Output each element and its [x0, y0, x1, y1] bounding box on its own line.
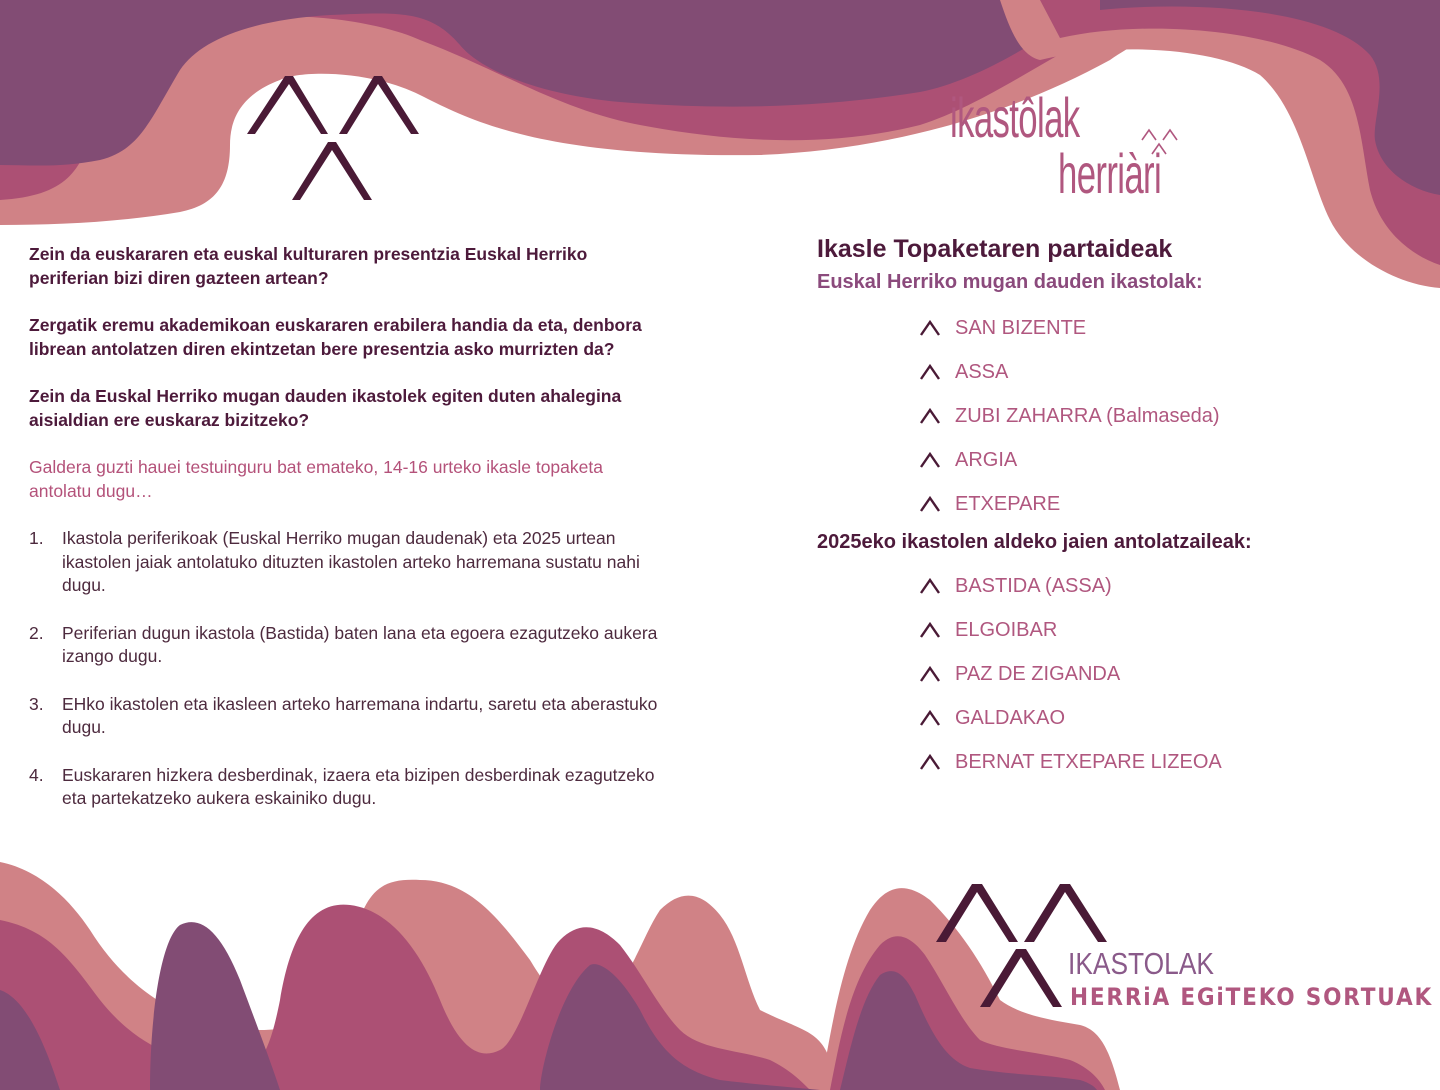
- brand-tagline: HERRiA EGiTEKO SORTUAK: [1070, 983, 1434, 1011]
- logo-caret-2: [1024, 884, 1107, 942]
- school-name: BERNAT ETXEPARE LIZEOA: [955, 750, 1222, 773]
- list-item: [919, 564, 1377, 608]
- goal-text: EHko ikastolen eta ikasleen arteko harremana indartu, saretu eta aberastuko dugu.: [62, 693, 658, 737]
- logo-word-ikastolak: ikastôlak: [950, 86, 1080, 149]
- school-name: PAZ DE ZIGANDA: [955, 662, 1121, 685]
- goal-item: [29, 764, 669, 811]
- goal-item: [29, 527, 669, 598]
- school-name: ZUBI ZAHARRA (Balmaseda): [955, 404, 1220, 427]
- school-name: ARGIA: [955, 448, 1018, 471]
- list-item: [919, 438, 1377, 482]
- school-name: ASSA: [955, 360, 1009, 383]
- organizers-list: [817, 564, 1377, 784]
- caret-up-icon: [919, 666, 941, 682]
- border-schools-heading: Euskal Herriko mugan dauden ikastolak:: [817, 271, 1203, 293]
- list-item: [919, 350, 1377, 394]
- goal-number: 1.: [29, 528, 44, 548]
- list-item: [919, 608, 1377, 652]
- logo-caret-1: [936, 884, 1018, 942]
- question-1: Zein da euskararen eta euskal kulturaren presentzia Euskal Herriko periferian bizi diren gazteen artean?: [29, 244, 588, 288]
- organizers-heading: 2025eko ikastolen aldeko jaien antolatzaileak:: [817, 531, 1252, 553]
- top-left-logo-mark: [247, 76, 419, 200]
- brand-ikastolak: IKASTOLAK: [1068, 946, 1214, 981]
- goal-text: Ikastola periferikoak (Euskal Herriko mugan daudenak) eta 2025 urtean ikastolen jaiak antolatuko dituzten ikastolen arteko harremana sustatu nahi dugu.: [62, 528, 640, 595]
- list-item: [919, 482, 1377, 526]
- goal-number: 2.: [29, 622, 44, 643]
- list-item: [919, 306, 1377, 350]
- caret-up-icon: [919, 364, 941, 380]
- caret-up-icon: [919, 710, 941, 726]
- goals-list: [29, 527, 669, 811]
- logo-caret-3: [292, 142, 372, 200]
- caret-up-icon: [919, 622, 941, 638]
- caret-up-icon: [919, 496, 941, 512]
- goal-item: [29, 693, 669, 740]
- goal-number: 4.: [29, 764, 44, 785]
- caret-up-icon: [919, 408, 941, 424]
- list-item: [919, 696, 1377, 740]
- logo-caret-3: [980, 949, 1062, 1007]
- goal-text: Euskararen hizkera desberdinak, izaera eta bizipen desberdinak ezagutzeko eta partekatzeko aukera eskainiko dugu.: [62, 764, 655, 808]
- caret-up-icon: [919, 754, 941, 770]
- goal-text: Periferian dugun ikastola (Bastida) baten lana eta egoera ezagutzeko aukera izango dugu.: [62, 622, 658, 666]
- border-schools-list: [817, 306, 1377, 526]
- intro-text: Galdera guzti hauei testuinguru bat emateko, 14-16 urteko ikasle topaketa antolatu dugu…: [29, 457, 603, 501]
- school-name: ELGOIBAR: [955, 618, 1058, 641]
- list-item: [919, 652, 1377, 696]
- mini-caret-2: [1163, 130, 1177, 140]
- school-name: ETXEPARE: [955, 492, 1061, 515]
- goal-item: [29, 622, 669, 669]
- list-item: [919, 394, 1377, 438]
- left-column: [29, 243, 669, 835]
- question-2: Zergatik eremu akademikoan euskararen erabilera handia da eta, denbora librean antolatzen diren ekintzetan bere presentzia asko murrizten da?: [29, 315, 642, 359]
- caret-up-icon: [919, 320, 941, 336]
- list-item: [919, 740, 1377, 784]
- school-name: BASTIDA (ASSA): [955, 574, 1112, 597]
- question-3: Zein da Euskal Herriko mugan dauden ikastolek egiten duten ahalegina aisialdian ere euskaraz bizitzeko?: [29, 386, 622, 430]
- goal-number: 3.: [29, 693, 44, 714]
- mini-caret-1: [1142, 130, 1156, 140]
- caret-up-icon: [919, 452, 941, 468]
- logo-word-herriari: herriàri: [1058, 142, 1162, 205]
- school-name: SAN BIZENTE: [955, 316, 1087, 339]
- participants-title: Ikasle Topaketaren partaideak: [817, 235, 1173, 263]
- school-name: GALDAKAO: [955, 706, 1066, 729]
- right-column: [817, 232, 1377, 784]
- caret-up-icon: [919, 578, 941, 594]
